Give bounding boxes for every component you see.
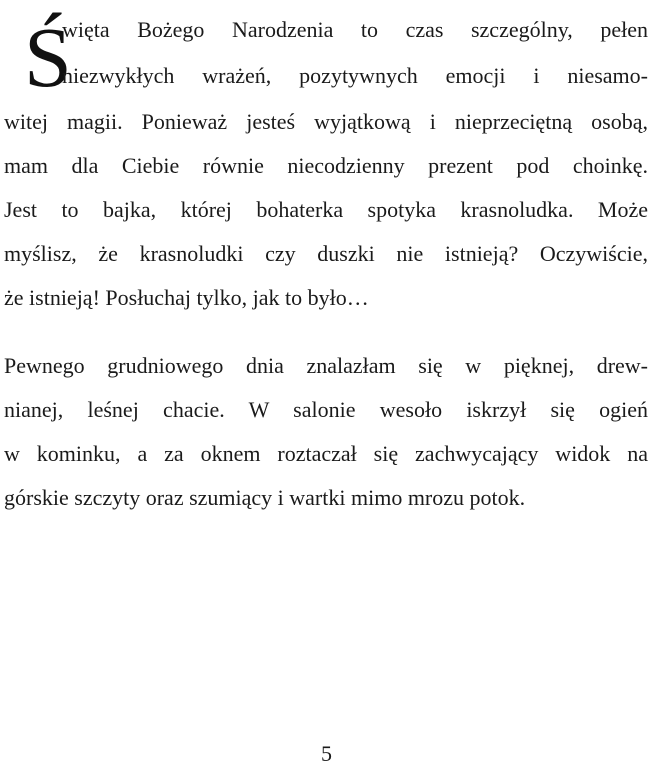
text-line: myślisz, że krasnoludki czy duszki nie istnieją? Oczywiście, xyxy=(4,241,648,266)
text-line: niezwykłych wrażeń, pozytywnych emocji i niesamo- xyxy=(62,63,648,88)
text-line: w kominku, a za oknem roztaczał się zachwycający widok na xyxy=(4,441,648,466)
drop-cap: Ś xyxy=(24,9,72,105)
page-number: 5 xyxy=(321,741,332,766)
text-line: witej magii. Ponieważ jesteś wyjątkową i nieprzeciętną osobą, xyxy=(4,109,648,134)
text-line: górskie szczyty oraz szumiący i wartki mimo mrozu potok. xyxy=(4,485,526,510)
text-line: nianej, leśnej chacie. W salonie wesoło iskrzył się ogień xyxy=(4,397,648,422)
text-line: mam dla Ciebie równie niecodzienny prezent pod choinkę. xyxy=(4,153,648,178)
text-line: więta Bożego Narodzenia to czas szczególny, pełen xyxy=(62,17,648,42)
text-line: że istnieją! Posłuchaj tylko, jak to było… xyxy=(4,285,369,310)
text-line: Pewnego grudniowego dnia znalazłam się w pięknej, drew- xyxy=(4,353,648,378)
text-line: Jest to bajka, której bohaterka spotyka krasnoludka. Może xyxy=(4,197,648,222)
